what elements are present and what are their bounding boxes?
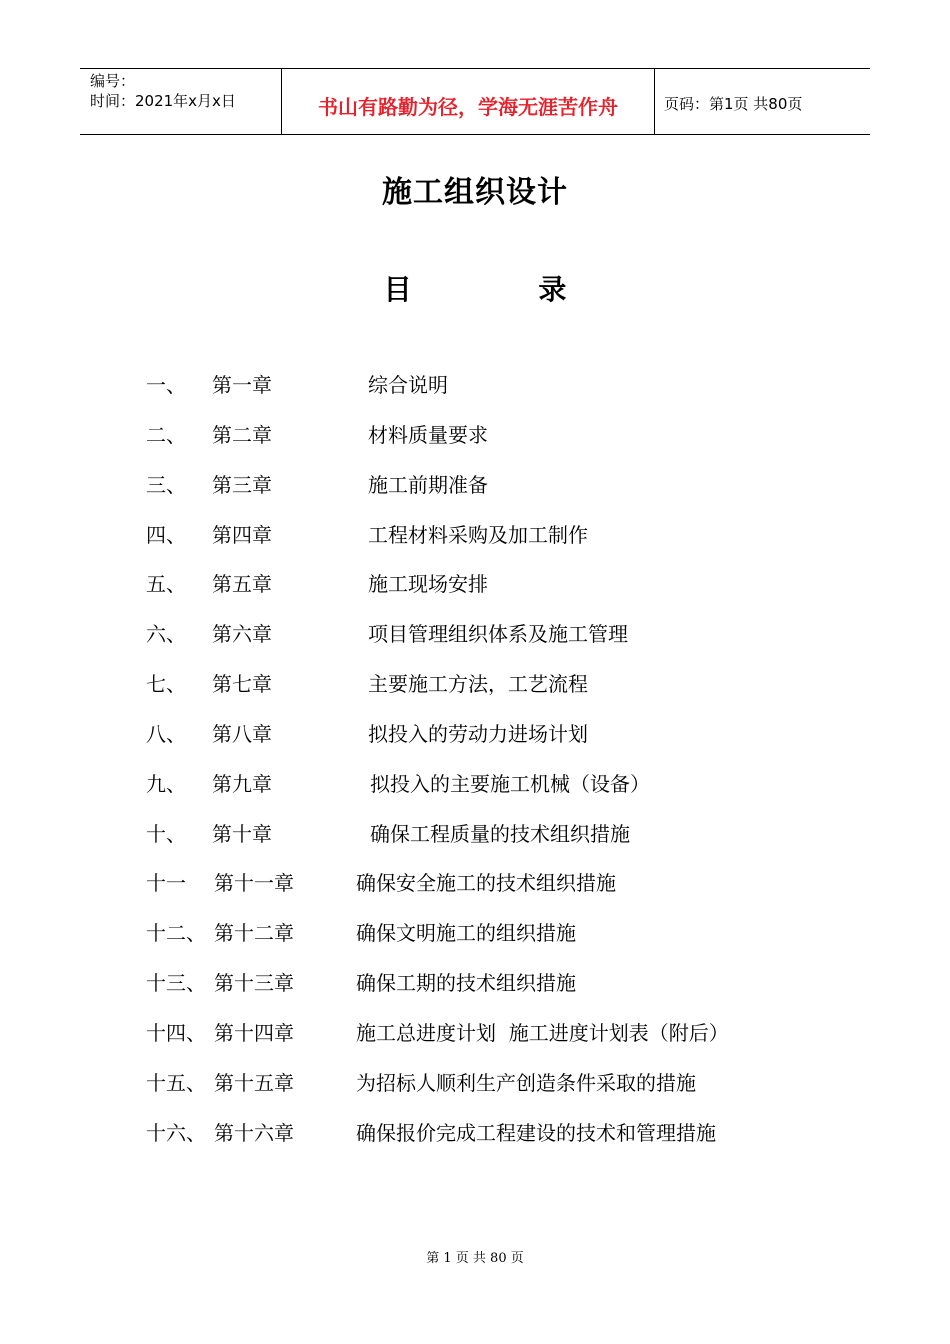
toc-item-chapter: 第三章 (212, 472, 272, 497)
toc-item-number: 一、 (146, 373, 186, 397)
toc-item-title: 施工前期准备 (368, 472, 488, 497)
toc-item-title: 确保报价完成工程建设的技术和管理措施 (356, 1120, 716, 1145)
page-header (80, 68, 870, 135)
toc-item-title: 确保文明施工的组织措施 (356, 921, 576, 946)
toc-item[interactable] (0, 1114, 950, 1164)
header-meta (90, 71, 236, 111)
toc-item-number: 十一 (146, 871, 186, 896)
toc-item-chapter: 第六章 (212, 622, 272, 647)
toc-item-number: 十二、 (146, 921, 206, 946)
header-divider (654, 69, 655, 135)
toc-item[interactable] (0, 1014, 950, 1064)
toc-item[interactable] (0, 864, 950, 914)
toc-item-chapter: 第十一章 (214, 871, 294, 896)
toc-heading-left: 目 (383, 273, 412, 306)
toc-item-number: 七、 (146, 672, 186, 697)
header-page-info: 页码：第1页 共80页 (664, 95, 803, 113)
toc-item-chapter: 第八章 (212, 721, 272, 746)
toc-item-title: 拟投入的主要施工机械（设备） (370, 771, 650, 796)
toc-item[interactable] (0, 466, 950, 516)
toc-item-number: 十六、 (146, 1120, 206, 1145)
toc-item-number: 十三、 (146, 971, 206, 996)
page-footer: 第 1 页 共 80 页 (426, 1251, 524, 1266)
toc-item-chapter: 第十四章 (214, 1020, 294, 1045)
toc-item-number: 五、 (146, 572, 186, 597)
toc-item-number: 十四、 (146, 1020, 206, 1045)
toc-item-title: 确保工期的技术组织措施 (356, 971, 576, 996)
toc-item-title: 施工现场安排 (368, 572, 488, 597)
toc-item-chapter: 第九章 (212, 771, 272, 796)
toc-item-title: 为招标人顺利生产创造条件采取的措施 (356, 1070, 696, 1095)
toc-item-title: 综合说明 (368, 373, 448, 397)
toc-item-title: 材料质量要求 (368, 422, 488, 447)
toc-item[interactable] (0, 1064, 950, 1114)
toc-item-chapter: 第四章 (212, 522, 272, 547)
doc-date-label: 时间：2021年x月x日 (90, 92, 236, 110)
toc-item-number: 十五、 (146, 1070, 206, 1095)
toc-item-number: 八、 (146, 721, 186, 746)
toc-item-chapter: 第十二章 (214, 921, 294, 946)
toc-item-chapter: 第十章 (212, 821, 272, 846)
toc-item[interactable] (0, 964, 950, 1014)
toc-item-number: 四、 (146, 522, 186, 547)
toc-item-chapter: 第十五章 (214, 1070, 294, 1095)
toc-heading-right: 录 (538, 273, 567, 306)
toc-item[interactable] (0, 715, 950, 765)
toc-item-number: 九、 (146, 771, 186, 796)
toc-item[interactable] (0, 615, 950, 665)
toc-item-title: 项目管理组织体系及施工管理 (368, 622, 628, 647)
toc-item-number: 十、 (146, 821, 186, 846)
table-of-contents (0, 366, 950, 1164)
toc-item-chapter: 第十三章 (214, 971, 294, 996)
toc-item[interactable] (0, 516, 950, 566)
toc-item[interactable] (0, 765, 950, 815)
toc-item-title: 确保安全施工的技术组织措施 (356, 871, 616, 896)
toc-item-title: 确保工程质量的技术组织措施 (370, 821, 630, 846)
toc-item-chapter: 第二章 (212, 422, 272, 447)
doc-number-label: 编号： (90, 72, 136, 90)
toc-item-number: 二、 (146, 422, 186, 447)
toc-item-chapter: 第一章 (212, 373, 272, 397)
toc-item-chapter: 第五章 (212, 572, 272, 597)
toc-item-title: 拟投入的劳动力进场计划 (368, 721, 588, 746)
toc-heading (0, 268, 950, 308)
toc-item[interactable] (0, 914, 950, 964)
toc-item-chapter: 第十六章 (214, 1120, 294, 1145)
toc-item-title: 主要施工方法，工艺流程 (368, 672, 588, 697)
toc-item[interactable] (0, 565, 950, 615)
header-motto: 书山有路勤为径，学海无涯苦作舟 (318, 95, 618, 119)
toc-item-title: 工程材料采购及加工制作 (368, 522, 588, 547)
toc-item[interactable] (0, 366, 950, 416)
document-title: 施工组织设计 (382, 175, 568, 210)
toc-item-title: 施工总进度计划 施工进度计划表（附后） (356, 1020, 729, 1045)
toc-item-chapter: 第七章 (212, 672, 272, 697)
toc-item-number: 六、 (146, 622, 186, 647)
toc-item[interactable] (0, 665, 950, 715)
toc-item[interactable] (0, 815, 950, 865)
toc-item[interactable] (0, 416, 950, 466)
toc-item-number: 三、 (146, 472, 186, 497)
